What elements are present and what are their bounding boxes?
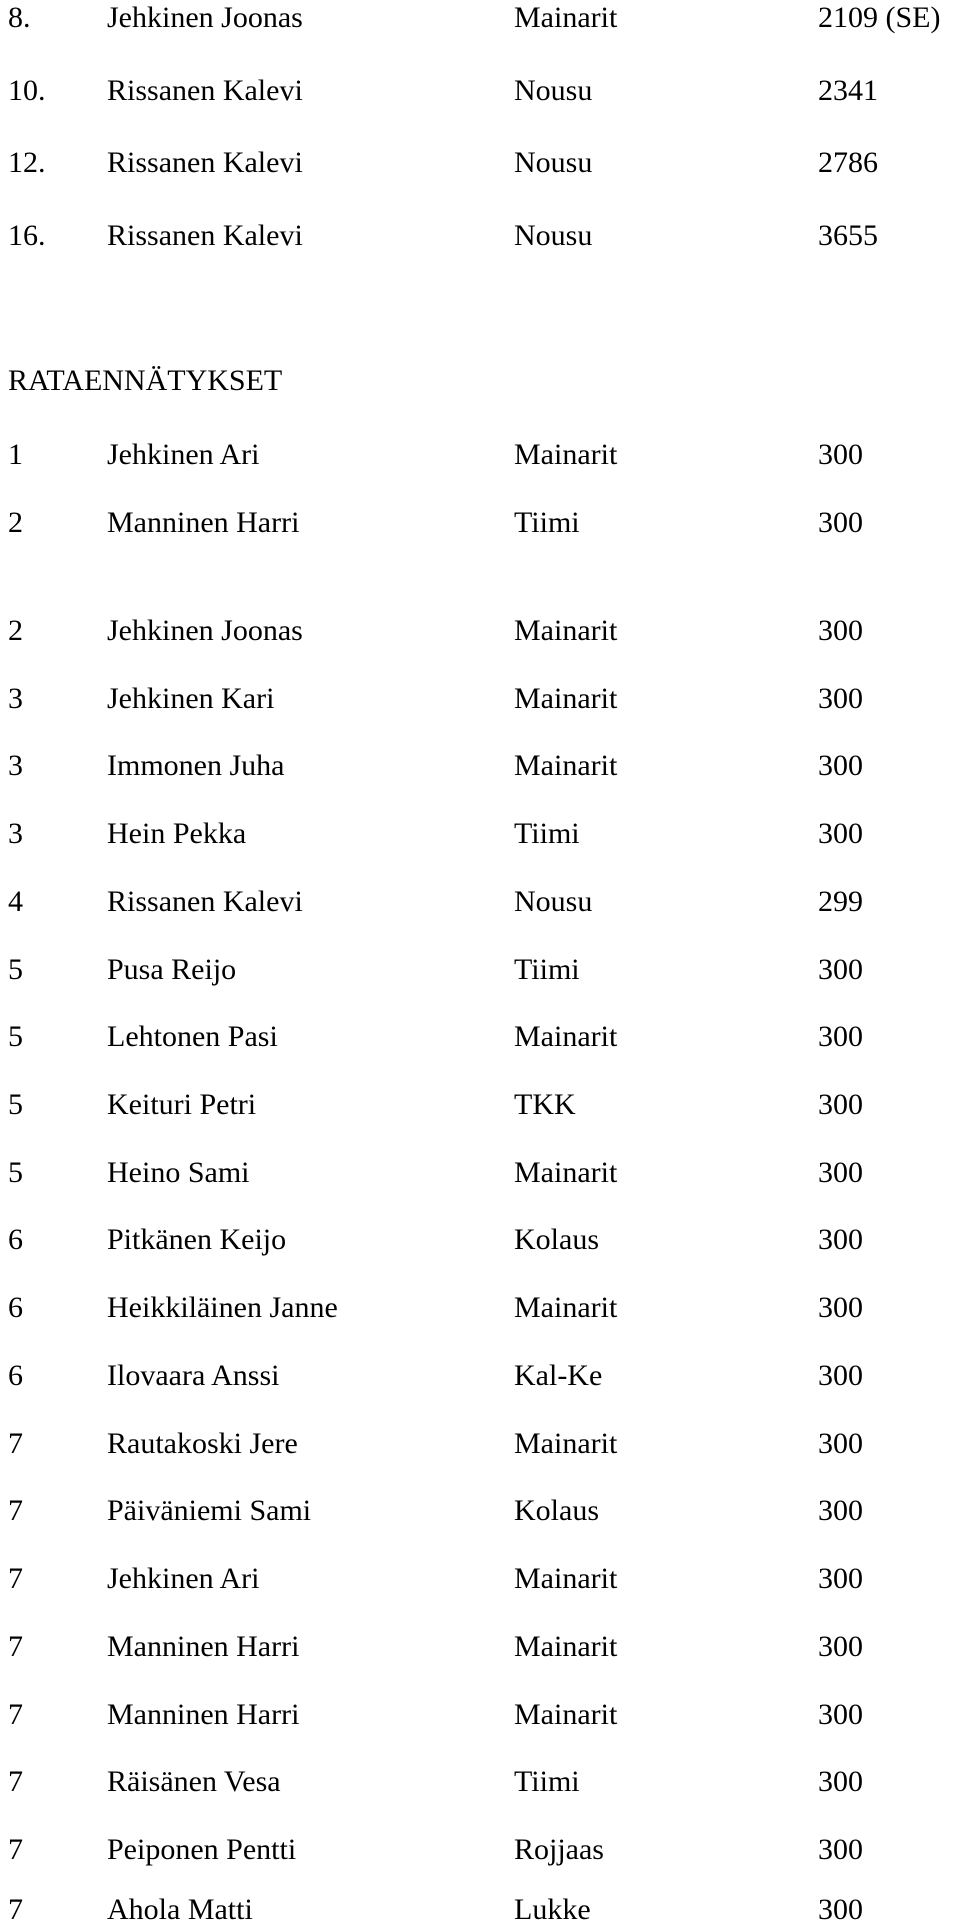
record-team: Tiimi bbox=[514, 1765, 580, 1798]
record-name: Ahola Matti bbox=[107, 1893, 253, 1926]
record-row bbox=[0, 1835, 960, 1871]
series-rank: 12. bbox=[8, 146, 46, 179]
record-rank: 7 bbox=[8, 1765, 23, 1798]
record-team: Mainarit bbox=[514, 682, 618, 715]
record-rank: 7 bbox=[8, 1698, 23, 1731]
record-name: Jehkinen Kari bbox=[107, 682, 275, 715]
series-rank: 16. bbox=[8, 219, 46, 252]
record-name: Peiponen Pentti bbox=[107, 1833, 297, 1866]
series-score: 2109 (SE) bbox=[818, 1, 941, 34]
record-score: 300 bbox=[818, 817, 863, 850]
record-team: Kal-Ke bbox=[514, 1359, 603, 1392]
record-rank: 7 bbox=[8, 1494, 23, 1527]
record-name: Päiväniemi Sami bbox=[107, 1494, 312, 1527]
record-row bbox=[0, 955, 960, 991]
record-row bbox=[0, 684, 960, 720]
record-name: Räisänen Vesa bbox=[107, 1765, 281, 1798]
series-row bbox=[0, 3, 960, 39]
record-name: Rissanen Kalevi bbox=[107, 885, 303, 918]
series-row bbox=[0, 76, 960, 112]
record-team: Mainarit bbox=[514, 1698, 618, 1731]
record-name: Jehkinen Joonas bbox=[107, 614, 303, 647]
record-score: 300 bbox=[818, 1088, 863, 1121]
record-row bbox=[0, 1022, 960, 1058]
record-name: Manninen Harri bbox=[107, 506, 300, 539]
record-rank: 2 bbox=[8, 614, 23, 647]
record-row bbox=[0, 887, 960, 923]
record-team: Lukke bbox=[514, 1893, 591, 1926]
record-score: 300 bbox=[818, 1765, 863, 1798]
record-rank: 7 bbox=[8, 1893, 23, 1926]
record-row bbox=[0, 1496, 960, 1532]
record-score: 300 bbox=[818, 1630, 863, 1663]
record-rank: 6 bbox=[8, 1359, 23, 1392]
record-row bbox=[0, 1090, 960, 1126]
record-team: Mainarit bbox=[514, 438, 618, 471]
record-team: Mainarit bbox=[514, 1291, 618, 1324]
record-rank: 5 bbox=[8, 1156, 23, 1189]
record-rank: 2 bbox=[8, 506, 23, 539]
record-name: Immonen Juha bbox=[107, 749, 285, 782]
series-name: Rissanen Kalevi bbox=[107, 146, 303, 179]
record-name: Jehkinen Ari bbox=[107, 1562, 260, 1595]
record-team: Mainarit bbox=[514, 1020, 618, 1053]
series-score: 2341 bbox=[818, 74, 878, 107]
record-team: Mainarit bbox=[514, 749, 618, 782]
record-score: 300 bbox=[818, 438, 863, 471]
series-name: Jehkinen Joonas bbox=[107, 1, 303, 34]
record-team: Tiimi bbox=[514, 506, 580, 539]
record-rank: 7 bbox=[8, 1427, 23, 1460]
record-name: Ilovaara Anssi bbox=[107, 1359, 280, 1392]
series-team: Nousu bbox=[514, 219, 593, 252]
record-row bbox=[0, 819, 960, 855]
record-team: Mainarit bbox=[514, 614, 618, 647]
record-team: TKK bbox=[514, 1088, 576, 1121]
record-team: Mainarit bbox=[514, 1427, 618, 1460]
record-score: 300 bbox=[818, 1359, 863, 1392]
record-rank: 4 bbox=[8, 885, 23, 918]
records-heading: RATAENNÄTYKSET bbox=[8, 364, 283, 397]
record-row bbox=[0, 1767, 960, 1803]
record-score: 300 bbox=[818, 506, 863, 539]
record-rank: 7 bbox=[8, 1562, 23, 1595]
record-team: Nousu bbox=[514, 885, 593, 918]
record-name: Jehkinen Ari bbox=[107, 438, 260, 471]
record-name: Manninen Harri bbox=[107, 1630, 300, 1663]
record-row bbox=[0, 1429, 960, 1465]
record-score: 300 bbox=[818, 1291, 863, 1324]
record-rank: 7 bbox=[8, 1630, 23, 1663]
series-name: Rissanen Kalevi bbox=[107, 219, 303, 252]
series-row bbox=[0, 148, 960, 184]
record-team: Tiimi bbox=[514, 953, 580, 986]
record-score: 300 bbox=[818, 682, 863, 715]
record-score: 300 bbox=[818, 1427, 863, 1460]
record-rank: 1 bbox=[8, 438, 23, 471]
record-score: 300 bbox=[818, 614, 863, 647]
record-score: 299 bbox=[818, 885, 863, 918]
record-name: Keituri Petri bbox=[107, 1088, 257, 1121]
record-row bbox=[0, 1632, 960, 1668]
record-row bbox=[0, 1158, 960, 1194]
record-name: Manninen Harri bbox=[107, 1698, 300, 1731]
record-row bbox=[0, 508, 960, 544]
record-rank: 5 bbox=[8, 953, 23, 986]
record-row bbox=[0, 1361, 960, 1397]
record-name: Rautakoski Jere bbox=[107, 1427, 298, 1460]
record-score: 300 bbox=[818, 1020, 863, 1053]
record-row bbox=[0, 751, 960, 787]
series-rank: 8. bbox=[8, 1, 31, 34]
record-team: Mainarit bbox=[514, 1562, 618, 1595]
record-team: Rojjaas bbox=[514, 1833, 604, 1866]
record-score: 300 bbox=[818, 953, 863, 986]
record-rank: 3 bbox=[8, 817, 23, 850]
record-score: 300 bbox=[818, 1833, 863, 1866]
record-score: 300 bbox=[818, 1156, 863, 1189]
record-score: 300 bbox=[818, 1562, 863, 1595]
record-rank: 6 bbox=[8, 1223, 23, 1256]
record-row bbox=[0, 1564, 960, 1600]
record-team: Mainarit bbox=[514, 1156, 618, 1189]
record-rank: 3 bbox=[8, 749, 23, 782]
record-row bbox=[0, 1700, 960, 1736]
record-rank: 7 bbox=[8, 1833, 23, 1866]
record-score: 300 bbox=[818, 1698, 863, 1731]
record-score: 300 bbox=[818, 1223, 863, 1256]
record-team: Kolaus bbox=[514, 1494, 599, 1527]
record-row bbox=[0, 1293, 960, 1329]
record-team: Mainarit bbox=[514, 1630, 618, 1663]
series-team: Mainarit bbox=[514, 1, 618, 34]
record-name: Pitkänen Keijo bbox=[107, 1223, 287, 1256]
record-score: 300 bbox=[818, 749, 863, 782]
record-score: 300 bbox=[818, 1893, 863, 1926]
record-score: 300 bbox=[818, 1494, 863, 1527]
record-rank: 3 bbox=[8, 682, 23, 715]
series-score: 3655 bbox=[818, 219, 878, 252]
record-row bbox=[0, 1225, 960, 1261]
series-score: 2786 bbox=[818, 146, 878, 179]
series-team: Nousu bbox=[514, 146, 593, 179]
record-name: Hein Pekka bbox=[107, 817, 247, 850]
record-team: Tiimi bbox=[514, 817, 580, 850]
record-name: Heino Sami bbox=[107, 1156, 250, 1189]
series-row bbox=[0, 221, 960, 257]
record-rank: 6 bbox=[8, 1291, 23, 1324]
record-row bbox=[0, 616, 960, 652]
record-rank: 5 bbox=[8, 1088, 23, 1121]
record-name: Pusa Reijo bbox=[107, 953, 237, 986]
record-rank: 5 bbox=[8, 1020, 23, 1053]
record-name: Lehtonen Pasi bbox=[107, 1020, 278, 1053]
series-rank: 10. bbox=[8, 74, 46, 107]
series-name: Rissanen Kalevi bbox=[107, 74, 303, 107]
record-team: Kolaus bbox=[514, 1223, 599, 1256]
record-name: Heikkiläinen Janne bbox=[107, 1291, 338, 1324]
record-row bbox=[0, 440, 960, 476]
series-team: Nousu bbox=[514, 74, 593, 107]
